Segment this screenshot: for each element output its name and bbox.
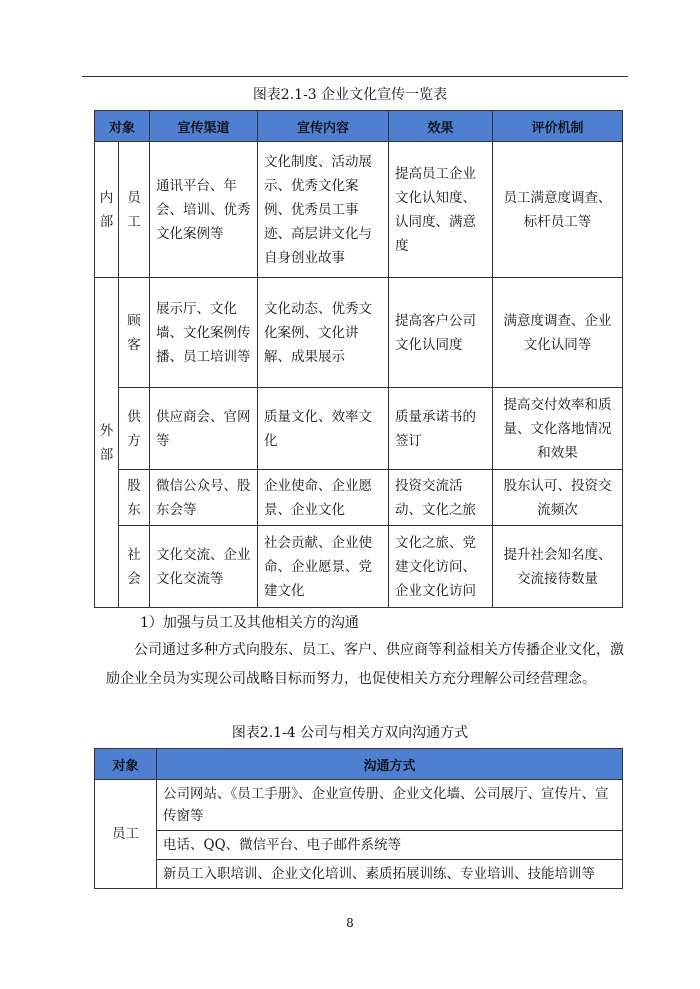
row-effect: 投资交流活动、文化之旅 [389, 470, 493, 526]
row-content: 质量文化、效率文化 [258, 388, 389, 470]
row-content: 企业使命、企业愿景、企业文化 [258, 470, 389, 526]
row-effect: 提高员工企业文化认知度、认同度、满意度 [389, 142, 493, 278]
row-content: 文化制度、活动展示、优秀文化案例、优秀员工事迹、高层讲文化与自身创业故事 [258, 142, 389, 278]
row-object: 顾客 [119, 278, 150, 388]
header-rule [82, 76, 628, 77]
row-channel: 通讯平台、年会、培训、优秀文化案例等 [150, 142, 258, 278]
table-row [95, 526, 623, 608]
table2-caption: 图表2.1-4 公司与相关方双向沟通方式 [231, 725, 469, 741]
table1-header: 评价机制 [493, 111, 623, 142]
table-row [95, 142, 623, 278]
row-evaluation: 员工满意度调查、标杆员工等 [493, 142, 623, 278]
communication-table [94, 748, 623, 889]
table1-header: 对象 [95, 111, 150, 142]
table-row [95, 278, 623, 388]
row-evaluation: 股东认可、投资交流频次 [493, 470, 623, 526]
table-row [95, 860, 623, 889]
culture-promotion-table [94, 110, 623, 608]
row-evaluation: 提升社会知名度、交流接待数量 [493, 526, 623, 608]
communication-method: 电话、QQ、微信平台、电子邮件系统等 [157, 831, 623, 860]
table-row [95, 831, 623, 860]
group-external: 外部 [95, 278, 119, 608]
row-channel: 展示厅、文化墙、文化案例传播、员工培训等 [150, 278, 258, 388]
row-object: 员工 [119, 142, 150, 278]
row-channel: 微信公众号、股东会等 [150, 470, 258, 526]
row-channel: 供应商会、官网等 [150, 388, 258, 470]
group-internal: 内部 [95, 142, 119, 278]
row-effect: 文化之旅、党建文化访问、企业文化访问 [389, 526, 493, 608]
table2-header: 沟通方式 [157, 749, 623, 780]
table1-header: 宣传渠道 [150, 111, 258, 142]
communication-method: 新员工入职培训、企业文化培训、素质拓展训练、专业培训、技能培训等 [157, 860, 623, 889]
table-row [95, 780, 623, 831]
row-evaluation: 提高交付效率和质量、文化落地情况和效果 [493, 388, 623, 470]
row-content: 文化动态、优秀文化案例、文化讲解、成果展示 [258, 278, 389, 388]
row-effect: 质量承诺书的签订 [389, 388, 493, 470]
body-paragraph: 公司通过多种方式向股东、员工、客户、供应商等利益相关方传播企业文化，激励企业全员为实现公司战略目标而努力，也促使相关方充分理解公司经营理念。 [106, 642, 624, 687]
table1-header-row [95, 111, 623, 142]
row-evaluation: 满意度调查、企业文化认同等 [493, 278, 623, 388]
table1-header: 宣传内容 [258, 111, 389, 142]
table1-caption: 图表2.1-3 企业文化宣传一览表 [252, 87, 448, 103]
table-row [95, 470, 623, 526]
row-channel: 文化交流、企业文化交流等 [150, 526, 258, 608]
row-object: 社会 [119, 526, 150, 608]
row-object: 供方 [119, 388, 150, 470]
table2-header: 对象 [95, 749, 157, 780]
table2-header-row [95, 749, 623, 780]
communication-method: 公司网站、《员工手册》、企业宣传册、企业文化墙、公司展厅、宣传片、宣传窗等 [157, 780, 623, 831]
page-number: 8 [346, 916, 354, 930]
row-effect: 提高客户公司文化认同度 [389, 278, 493, 388]
row-object: 股东 [119, 470, 150, 526]
list-item: 1）加强与员工及其他相关方的沟通 [140, 615, 359, 631]
row-content: 社会贡献、企业使命、企业愿景、党建文化 [258, 526, 389, 608]
row-object: 员工 [95, 780, 157, 889]
table-row [95, 388, 623, 470]
table1-header: 效果 [389, 111, 493, 142]
